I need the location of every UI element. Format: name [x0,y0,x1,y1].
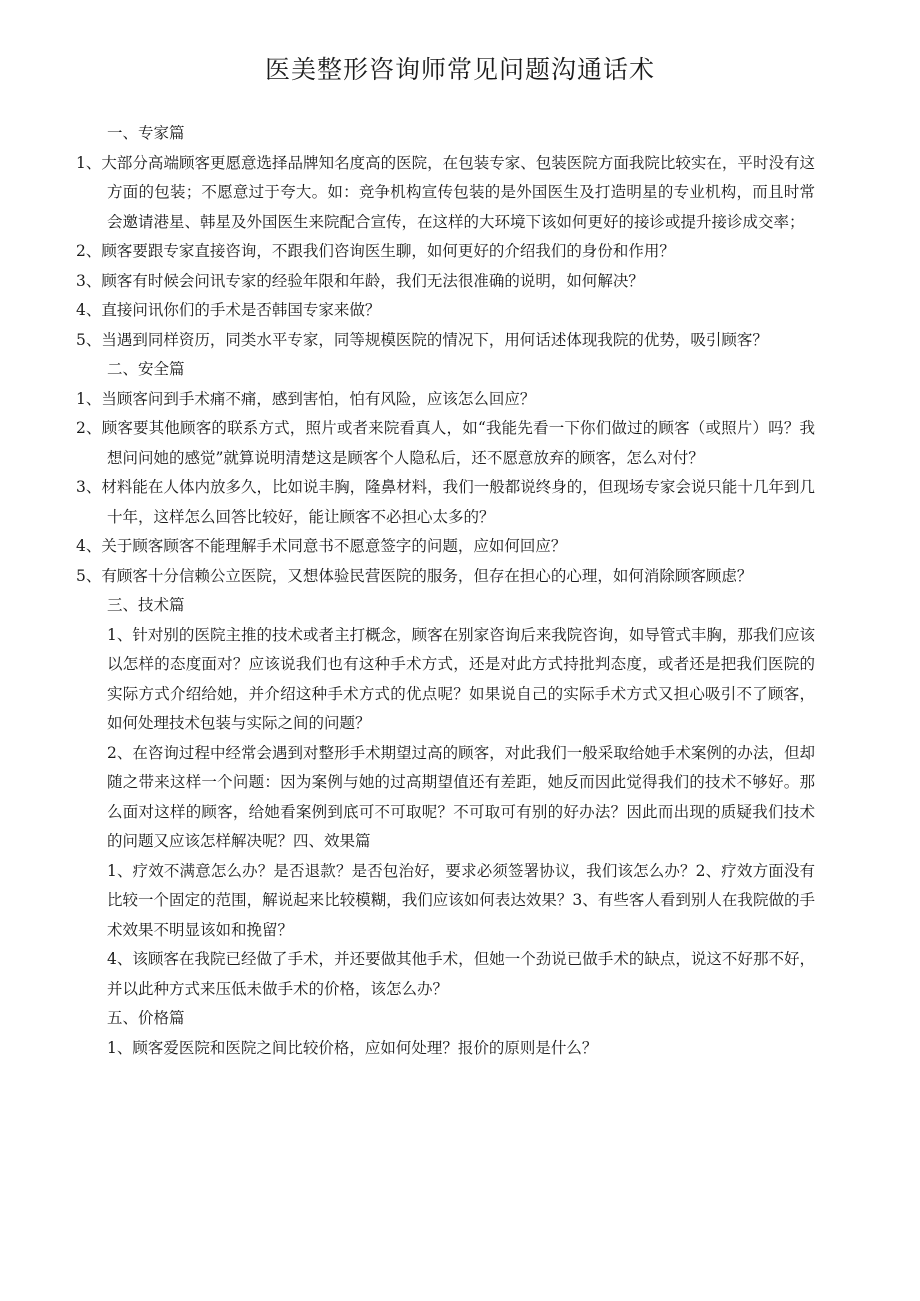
question-item: 5、有顾客十分信赖公立医院，又想体验民营医院的服务，但存在担心的心理，如何消除顾客顾虑？ [76,566,753,585]
section-heading-experts: 一、专家篇 [107,124,185,142]
question-item: 3、顾客有时候会问讯专家的经验年限和年龄，我们无法很准确的说明，如何解决？ [76,271,644,290]
question-item: 2、在咨询过程中经常会遇到对整形手术期望过高的顾客，对此我们一般采取给她手术案例的办法，但却随之带来这样一个问题：因为案例与她的过高期望值还有差距，她反而因此觉得我们的技术不够好。那么面对这样的顾客，给她看案例到底可不可取呢？不可取可有别的好办法？因此而出现的质疑我们技术的问题又应该怎样解决呢？四、效果篇 [107,743,815,850]
question-item: 4、关于顾客顾客不能理解手术同意书不愿意签字的问题，应如何回应？ [76,537,567,555]
question-item: 1、当顾客问到手术痛不痛，感到害怕，怕有风险，应该怎么回应？ [76,389,536,408]
document-title: 医美整形咨询师常见问题沟通话术 [264,55,655,84]
question-item: 2、顾客要跟专家直接咨询，不跟我们咨询医生聊，如何更好的介绍我们的身份和作用？ [76,242,675,260]
section-heading-safety: 二、安全篇 [107,360,185,378]
question-item: 5、当遇到同样资历，同类水平专家，同等规模医院的情况下，用何话述体现我院的优势，吸引顾客？ [76,330,768,349]
question-item: 1、顾客爱医院和医院之间比较价格，应如何处理？报价的原则是什么？ [107,1038,598,1057]
question-item: 2、顾客要其他顾客的联系方式，照片或者来院看真人，如“我能先看一下你们做过的顾客（或照片）吗？我想问问她的感觉”就算说明清楚这是顾客个人隐私后，还不愿意放弃的顾客，怎么对付？ [76,419,815,467]
question-item: 3、材料能在人体内放多久，比如说丰胸，隆鼻材料，我们一般都说终身的，但现场专家会说只能十几年到几十年，这样怎么回答比较好，能让顾客不必担心太多的？ [76,478,815,526]
question-item: 1、针对别的医院主推的技术或者主打概念，顾客在别家咨询后来我院咨询，如导管式丰胸，那我们应该以怎样的态度面对？应该说我们也有这种手术方式，还是对此方式持批判态度，或者还是把我们医院的实际方式介绍给她，并介绍这种手术方式的优点呢？如果说自己的实际手术方式又担心吸引不了顾客，如何处理技术包装与实际之间的问题？ [107,625,815,732]
document-body [76,119,815,1063]
question-item: 4、直接问讯你们的手术是否韩国专家来做？ [76,301,381,319]
question-item: 4、该顾客在我院已经做了手术，并还要做其他手术，但她一个劲说已做手术的缺点，说这不好那不好，并以此种方式来压低未做手术的价格，该怎么办？ [107,950,815,998]
question-item: 1、疗效不满意怎么办？是否退款？是否包治好，要求必须签署协议，我们该怎么办？2、疗效方面没有比较一个固定的范围，解说起来比较模糊，我们应该如何表达效果？3、有些客人看到别人在我院做的手术效果不明显该如和挽留？ [107,861,815,939]
question-item: 1、大部分高端顾客更愿意选择品牌知名度高的医院，在包装专家、包装医院方面我院比较实在，平时没有这方面的包装；不愿意过于夸大。如：竞争机构宣传包装的是外国医生及打造明星的专业机构，而且时常会邀请港星、韩星及外国医生来院配合宣传，在这样的大环境下该如何更好的接诊或提升接诊成交率； [76,153,815,231]
section-heading-technique: 三、技术篇 [107,596,185,614]
section-heading-price: 五、价格篇 [107,1009,185,1027]
